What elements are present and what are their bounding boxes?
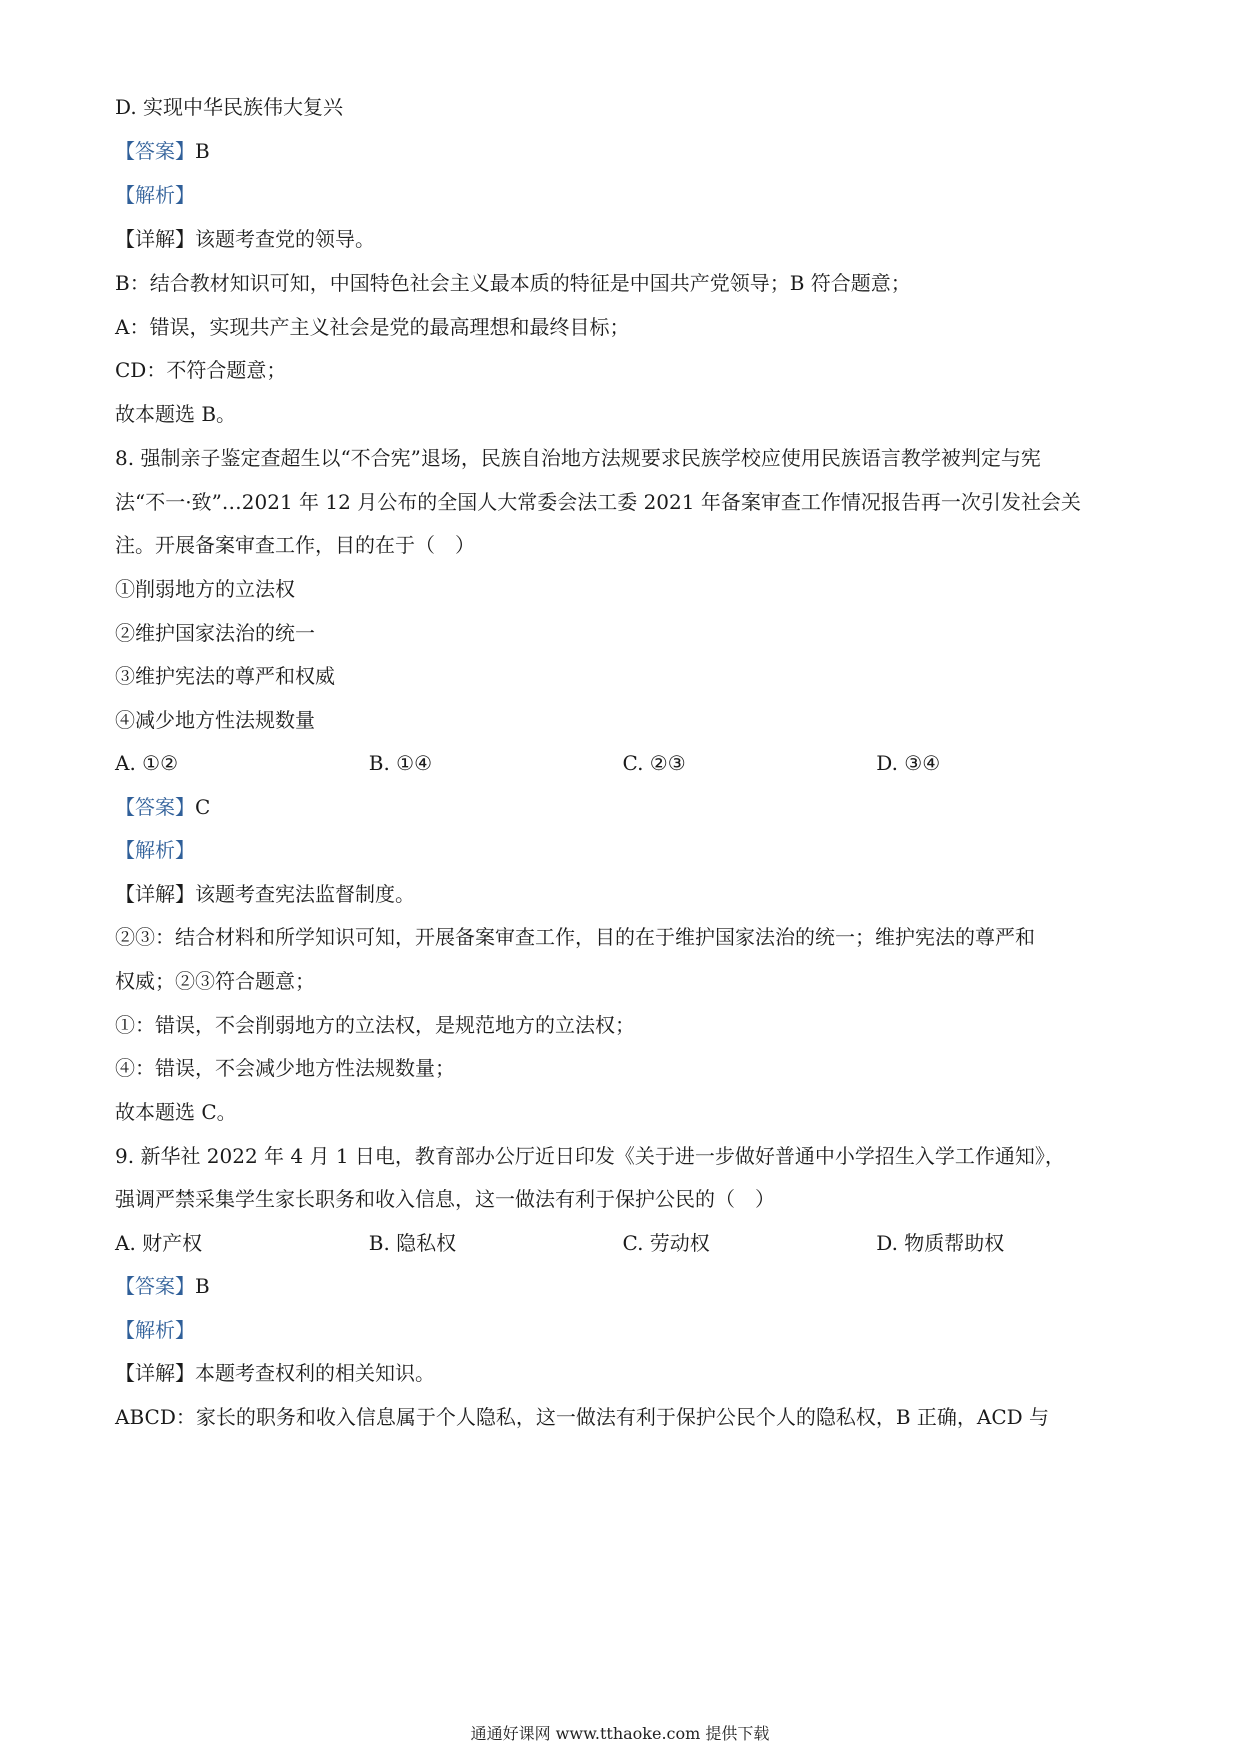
page-footer: 通通好课网 www.tthaoke.com 提供下载 — [470, 1724, 770, 1743]
answer-value: B — [195, 139, 210, 163]
answer-tag: 【答案】 — [115, 1274, 195, 1298]
q7-explanation-line: A：错误，实现共产主义社会是党的最高理想和最终目标； — [115, 315, 630, 339]
q8-options — [115, 748, 1130, 778]
option-a: A. 财产权 — [115, 1231, 203, 1255]
option-a: A. ①② — [115, 751, 179, 775]
answer-value: B — [195, 1274, 210, 1298]
q8-explanation-line: 权威；②③符合题意； — [115, 969, 315, 993]
q9-answer — [115, 1271, 1130, 1301]
q9-explanation-line: ABCD：家长的职务和收入信息属于个人隐私，这一做法有利于保护公民个人的隐私权，B 正确，ACD 与 — [115, 1405, 1050, 1429]
q9-options — [115, 1228, 1130, 1258]
q9-analysis-tag: 【解析】 — [115, 1318, 195, 1342]
q9-detail: 【详解】本题考查权利的相关知识。 — [115, 1361, 435, 1385]
q9-stem-line: 9. 新华社 2022 年 4 月 1 日电，教育部办公厅近日印发《关于进一步做好普通中小学招生入学工作通知》， — [115, 1144, 1065, 1168]
answer-value: C — [195, 795, 211, 819]
answer-tag: 【答案】 — [115, 139, 195, 163]
q7-explanation-line: CD：不符合题意； — [115, 358, 287, 382]
q8-analysis-tag: 【解析】 — [115, 838, 195, 862]
option-d: D. ③④ — [876, 751, 941, 775]
answer-tag: 【答案】 — [115, 795, 195, 819]
q8-stem-line: 法“不一·致”…2021 年 12 月公布的全国人大常委会法工委 2021 年备案审查工作情况报告再一次引发社会关 — [115, 490, 1081, 514]
q8-detail: 【详解】该题考查宪法监督制度。 — [115, 882, 415, 906]
q7-explanation-line: B：结合教材知识可知，中国特色社会主义最本质的特征是中国共产党领导；B 符合题意； — [115, 271, 911, 295]
q7-option-d: D. 实现中华民族伟大复兴 — [115, 95, 344, 119]
q8-conclusion: 故本题选 C。 — [115, 1100, 237, 1124]
q8-item: ②维护国家法治的统一 — [115, 621, 315, 645]
option-b: B. ①④ — [368, 751, 433, 775]
option-b: B. 隐私权 — [368, 1231, 457, 1255]
q8-item: ③维护宪法的尊严和权威 — [115, 664, 335, 688]
q8-explanation-line: ①：错误，不会削弱地方的立法权，是规范地方的立法权； — [115, 1013, 635, 1037]
q8-explanation-line: ②③：结合材料和所学知识可知，开展备案审查工作，目的在于维护国家法治的统一；维护宪法的尊严和 — [115, 925, 1035, 949]
q7-detail: 【详解】该题考查党的领导。 — [115, 227, 375, 251]
option-c: C. ②③ — [622, 751, 686, 775]
q9-stem-line: 强调严禁采集学生家长职务和收入信息，这一做法有利于保护公民的（ ） — [115, 1187, 775, 1211]
q8-answer — [115, 792, 1130, 822]
q8-stem-line: 8. 强制亲子鉴定查超生以“不合宪”退场，民族自治地方法规要求民族学校应使用民族语言教学被判定与宪 — [115, 446, 1041, 470]
q8-explanation-line: ④：错误，不会减少地方性法规数量； — [115, 1056, 455, 1080]
q7-answer — [115, 136, 1130, 166]
q8-item: ④减少地方性法规数量 — [115, 708, 315, 732]
q7-conclusion: 故本题选 B。 — [115, 402, 237, 426]
option-c: C. 劳动权 — [622, 1231, 710, 1255]
q8-stem-line: 注。开展备案审查工作，目的在于（ ） — [115, 533, 475, 557]
option-d: D. 物质帮助权 — [876, 1231, 1005, 1255]
q7-analysis-tag: 【解析】 — [115, 183, 195, 207]
q8-item: ①削弱地方的立法权 — [115, 577, 295, 601]
